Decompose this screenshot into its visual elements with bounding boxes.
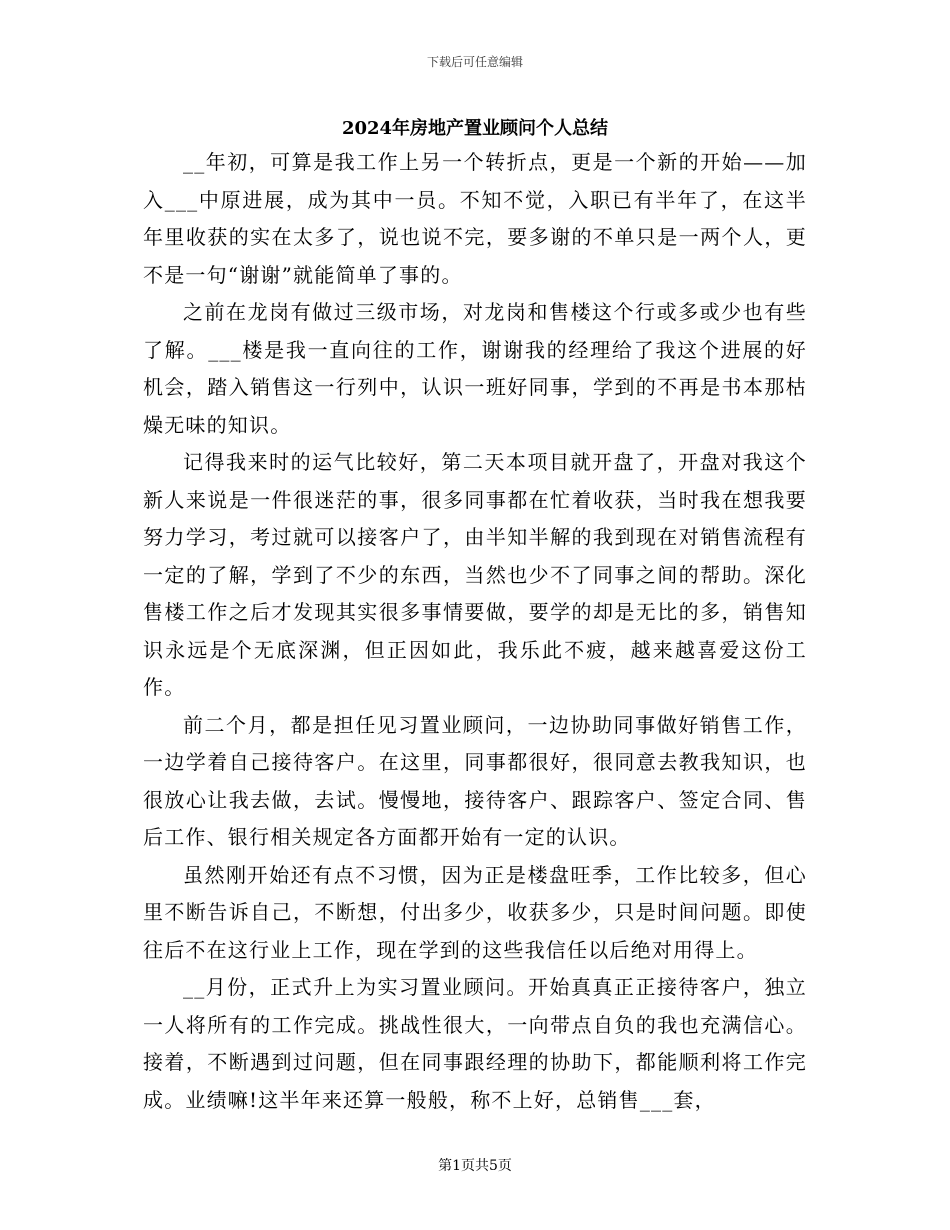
page-number: 第1页共5页: [438, 1158, 512, 1174]
document-body: [143, 144, 807, 1119]
paragraph-4: 前二个月，都是担任见习置业顾问，一边协助同事做好销售工作，一边学着自己接待客户。在这里，同事都很好，很同意去教我知识，也很放心让我去做，去试。慢慢地，接待客户、跟踪客户、签定合同、售后工作、银行相关规定各方面都开始有一定的认识。: [143, 712, 807, 849]
paragraph-2: 之前在龙岗有做过三级市场，对龙岗和售楼这个行或多或少也有些了解。___楼是我一直向往的工作，谢谢我的经理给了我这个进展的好机会，踏入销售这一行列中，认识一班好同事，学到的不再是书本那枯燥无味的知识。: [143, 300, 807, 437]
paragraph-1: __年初，可算是我工作上另一个转折点，更是一个新的开始——加入___中原进展，成为其中一员。不知不觉，入职已有半年了，在这半年里收获的实在太多了，说也说不完，要多谢的不单只是一两个人，更不是一句“谢谢”就能简单了事的。: [143, 150, 807, 287]
paragraph-3: 记得我来时的运气比较好，第二天本项目就开盘了，开盘对我这个新人来说是一件很迷茫的事，很多同事都在忙着收获，当时我在想我要努力学习，考过就可以接客户了，由半知半解的我到现在对销售流程有一定的了解，学到了不少的东西，当然也少不了同事之间的帮助。深化售楼工作之后才发现其实很多事情要做，要学的却是无比的多，销售知识永远是个无底深渊，但正因如此，我乐此不疲，越来越喜爱这份工作。: [143, 450, 807, 699]
document-title: 2024年房地产置业顾问个人总结: [341, 118, 609, 139]
paragraph-5: 虽然刚开始还有点不习惯，因为正是楼盘旺季，工作比较多，但心里不断告诉自己，不断想，付出多少，收获多少，只是时间问题。即使往后不在这行业上工作，现在学到的这些我信任以后绝对用得上。: [143, 862, 807, 962]
paragraph-6: __月份，正式升上为实习置业顾问。开始真真正正接待客户，独立一人将所有的工作完成。挑战性很大，一向带点自负的我也充满信心。接着，不断遇到过问题，但在同事跟经理的协助下，都能顺利将工作完成。业绩嘛!这半年来还算一般般，称不上好，总销售___套，: [143, 975, 807, 1112]
page-header-note: 下载后可任意编辑: [426, 55, 523, 69]
